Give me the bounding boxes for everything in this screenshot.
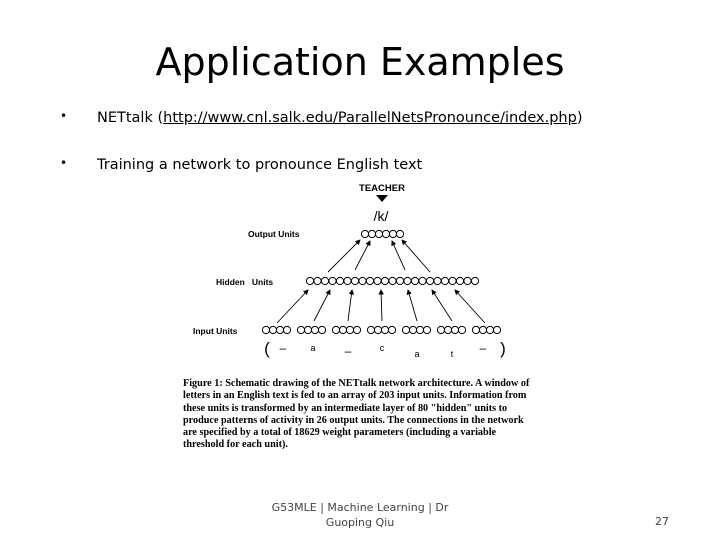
slide-title: Application Examples xyxy=(155,40,565,84)
input-window-letter: – xyxy=(344,344,352,358)
input-unit xyxy=(367,326,374,333)
hidden-unit xyxy=(374,277,381,284)
input-units-label: Input Units xyxy=(193,326,238,336)
hidden-unit xyxy=(434,277,441,284)
input-unit xyxy=(416,326,423,333)
hidden-unit xyxy=(471,277,478,284)
page-number: 27 xyxy=(655,515,669,528)
hidden-unit xyxy=(359,277,366,284)
bullet-text: Training a network to pronounce English text xyxy=(97,157,423,173)
footer-line-1: G53MLE | Machine Learning | Dr xyxy=(271,501,449,514)
teacher-arrow xyxy=(376,195,388,202)
connection-arrow xyxy=(328,240,360,272)
input-unit xyxy=(339,326,346,333)
input-window-letter: a xyxy=(414,349,420,359)
input-unit xyxy=(318,326,325,333)
input-unit xyxy=(304,326,311,333)
input-unit xyxy=(444,326,451,333)
input-unit xyxy=(388,326,395,333)
hidden-unit xyxy=(306,277,313,284)
hidden-unit xyxy=(411,277,418,284)
hidden-unit xyxy=(321,277,328,284)
slide-footer xyxy=(240,500,480,530)
teacher-label: TEACHER xyxy=(359,183,405,194)
output-unit xyxy=(361,230,368,237)
input-window-letter: – xyxy=(479,341,487,355)
input-unit xyxy=(276,326,283,333)
input-window-letter: c xyxy=(379,343,385,353)
hidden-unit xyxy=(344,277,351,284)
input-unit xyxy=(479,326,486,333)
hidden-unit xyxy=(336,277,343,284)
input-unit xyxy=(346,326,353,333)
hidden-unit xyxy=(456,277,463,284)
input-unit xyxy=(458,326,465,333)
output-unit xyxy=(382,230,389,237)
input-unit xyxy=(283,326,290,333)
output-phoneme: /k/ xyxy=(373,208,389,224)
hidden-unit xyxy=(329,277,336,284)
hidden-unit xyxy=(389,277,396,284)
connection-arrow xyxy=(432,290,452,321)
hidden-unit xyxy=(449,277,456,284)
input-unit xyxy=(311,326,318,333)
connection-arrow xyxy=(348,290,352,321)
hidden-unit xyxy=(381,277,388,284)
input-unit xyxy=(332,326,339,333)
connection-arrow xyxy=(277,290,308,323)
hidden-unit xyxy=(441,277,448,284)
connection-arrow xyxy=(381,290,382,321)
bullet-glyph: • xyxy=(60,109,68,123)
input-unit xyxy=(269,326,276,333)
connection-arrow xyxy=(392,241,405,270)
input-unit xyxy=(353,326,360,333)
input-unit xyxy=(486,326,493,333)
input-window-letter: ) xyxy=(500,339,506,358)
input-unit xyxy=(451,326,458,333)
connection-arrow xyxy=(455,290,485,323)
input-unit xyxy=(437,326,444,333)
input-unit xyxy=(381,326,388,333)
hidden-unit xyxy=(351,277,358,284)
figure-caption: Figure 1: Schematic drawing of the NETtalk network architecture. A window of letters in an English text is fed to an array of 203 input units. Information from these units is transformed by an intermediate layer of 80 "hidden" units to produce patterns of activity in 26 output units. The connections in the network are specified by a total of 18629 weight parameters (including a variable threshold for each unit). xyxy=(183,378,530,451)
input-unit xyxy=(297,326,304,333)
hidden-unit xyxy=(419,277,426,284)
input-unit xyxy=(402,326,409,333)
connection-arrow xyxy=(402,240,430,272)
connection-arrow xyxy=(314,290,330,321)
input-window-letter: t xyxy=(450,349,454,359)
input-unit xyxy=(423,326,430,333)
bullet-glyph: • xyxy=(60,156,68,170)
input-unit xyxy=(409,326,416,333)
output-unit xyxy=(389,230,396,237)
hidden-unit xyxy=(366,277,373,284)
hidden-unit xyxy=(404,277,411,284)
connection-arrow xyxy=(355,241,370,270)
connection-arrow xyxy=(408,290,417,321)
input-unit xyxy=(472,326,479,333)
input-unit xyxy=(493,326,500,333)
hidden-unit xyxy=(464,277,471,284)
input-unit xyxy=(374,326,381,333)
input-unit xyxy=(262,326,269,333)
input-window-letter: – xyxy=(279,341,287,355)
input-window-letter: a xyxy=(310,343,316,353)
input-window-letter: ( xyxy=(264,339,270,358)
output-unit xyxy=(368,230,375,237)
hidden-unit xyxy=(396,277,403,284)
output-unit xyxy=(396,230,403,237)
hidden-unit xyxy=(314,277,321,284)
footer-line-2: Guoping Qiu xyxy=(325,516,395,529)
input-window-letters xyxy=(264,339,506,359)
output-unit xyxy=(375,230,382,237)
nettalk-link[interactable]: http://www.cnl.salk.edu/ParallelNetsPronounce/index.php xyxy=(163,110,577,126)
output-units-label: Output Units xyxy=(248,229,300,239)
bullet-text: NETtalk (http://www.cnl.salk.edu/ParallelNetsPronounce/index.php) xyxy=(97,110,583,126)
hidden-units-label: Hidden Units xyxy=(216,277,274,287)
hidden-unit xyxy=(426,277,433,284)
